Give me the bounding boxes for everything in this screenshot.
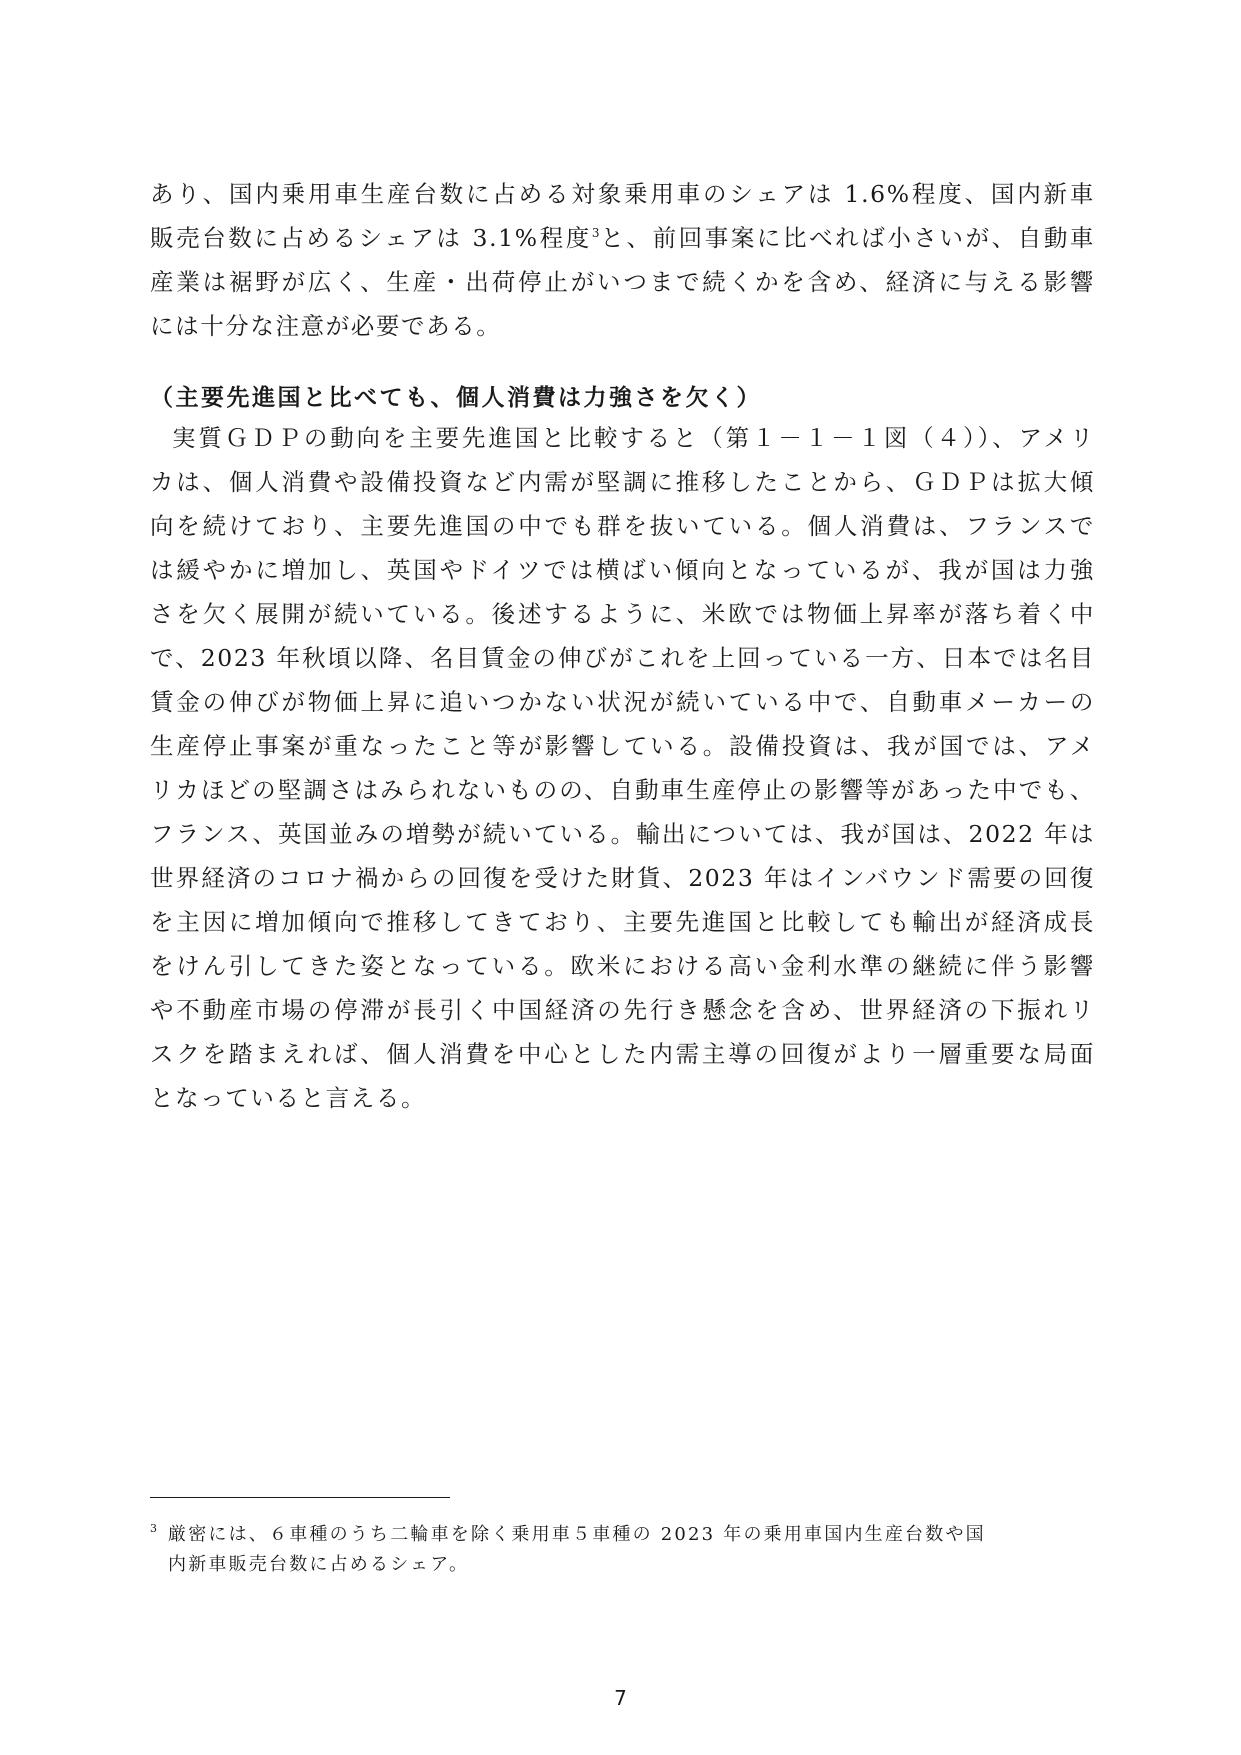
paragraph-line: 世界経済のコロナ禍からの回復を受けた財貨、2023 年はインバウンド需要の回復: [150, 864, 1095, 892]
paragraph-line: カは、個人消費や設備投資など内需が堅調に推移したことから、ＧＤＰは拡大傾: [150, 468, 1095, 496]
footnote-reference: 3: [591, 226, 600, 241]
paragraph-line: をけん引してきた姿となっている。欧米における高い金利水準の継続に伴う影響: [150, 952, 1095, 980]
document-page: [150, 0, 1095, 1755]
section-heading: （主要先進国と比べても、個人消費は力強さを欠く）: [150, 385, 762, 411]
paragraph-line: には十分な注意が必要である。: [150, 312, 502, 340]
paragraph-line: で、2023 年秋頃以降、名目賃金の伸びがこれを上回っている一方、日本では名目: [150, 644, 1095, 672]
footnote-line: 内新車販売台数に占めるシェア。: [168, 1554, 470, 1575]
paragraph-line: あり、国内乗用車生産台数に占める対象乗用車のシェアは 1.6%程度、国内新車: [150, 180, 1095, 208]
paragraph-line: は緩やかに増加し、英国やドイツでは横ばい傾向となっているが、我が国は力強: [150, 556, 1095, 584]
footnote-mark: 3: [150, 1522, 157, 1535]
paragraph-line: さを欠く展開が続いている。後述するように、米欧では物価上昇率が落ち着く中: [150, 600, 1095, 628]
paragraph-line: 実質ＧＤＰの動向を主要先進国と比較すると（第１－１－１図（４））、アメリ: [172, 424, 1095, 452]
paragraph-line: 生産停止事案が重なったこと等が影響している。設備投資は、我が国では、アメ: [150, 732, 1095, 760]
page-number: 7: [614, 1686, 627, 1710]
body-paragraph: [150, 416, 1095, 1120]
paragraph-line: や不動産市場の停滞が長引く中国経済の先行き懸念を含め、世界経済の下振れリ: [150, 996, 1095, 1024]
paragraph-line: 賃金の伸びが物価上昇に追いつかない状況が続いている中で、自動車メーカーの: [150, 688, 1095, 716]
paragraph-line: 向を続けており、主要先進国の中でも群を抜いている。個人消費は、フランスで: [150, 512, 1095, 540]
footnote: [150, 1520, 1095, 1580]
line-text: 販売台数に占めるシェアは 3.1%程度: [150, 224, 592, 252]
paragraph-line: スクを踏まえれば、個人消費を中心とした内需主導の回復がより一層重要な局面: [150, 1040, 1095, 1068]
intro-paragraph: [150, 172, 1095, 348]
footnote-divider: [150, 1497, 450, 1498]
paragraph-line: を主因に増加傾向で推移してきており、主要先進国と比較しても輸出が経済成長: [150, 908, 1095, 936]
paragraph-line: 産業は裾野が広く、生産・出荷停止がいつまで続くかを含め、経済に与える影響: [150, 268, 1095, 296]
paragraph-line: となっていると言える。: [150, 1084, 427, 1112]
paragraph-line: フランス、英国並みの増勢が続いている。輸出については、我が国は、2022 年は: [150, 820, 1095, 848]
line-text: と、前回事案に比べれば小さいが、自動車: [599, 224, 1095, 252]
footnote-line: 厳密には、６車種のうち二輪車を除く乗用車５車種の 2023 年の乗用車国内生産台数や国: [168, 1524, 986, 1545]
paragraph-line: リカほどの堅調さはみられないものの、自動車生産停止の影響等があった中でも、: [150, 776, 1095, 804]
paragraph-line: [150, 216, 1095, 260]
